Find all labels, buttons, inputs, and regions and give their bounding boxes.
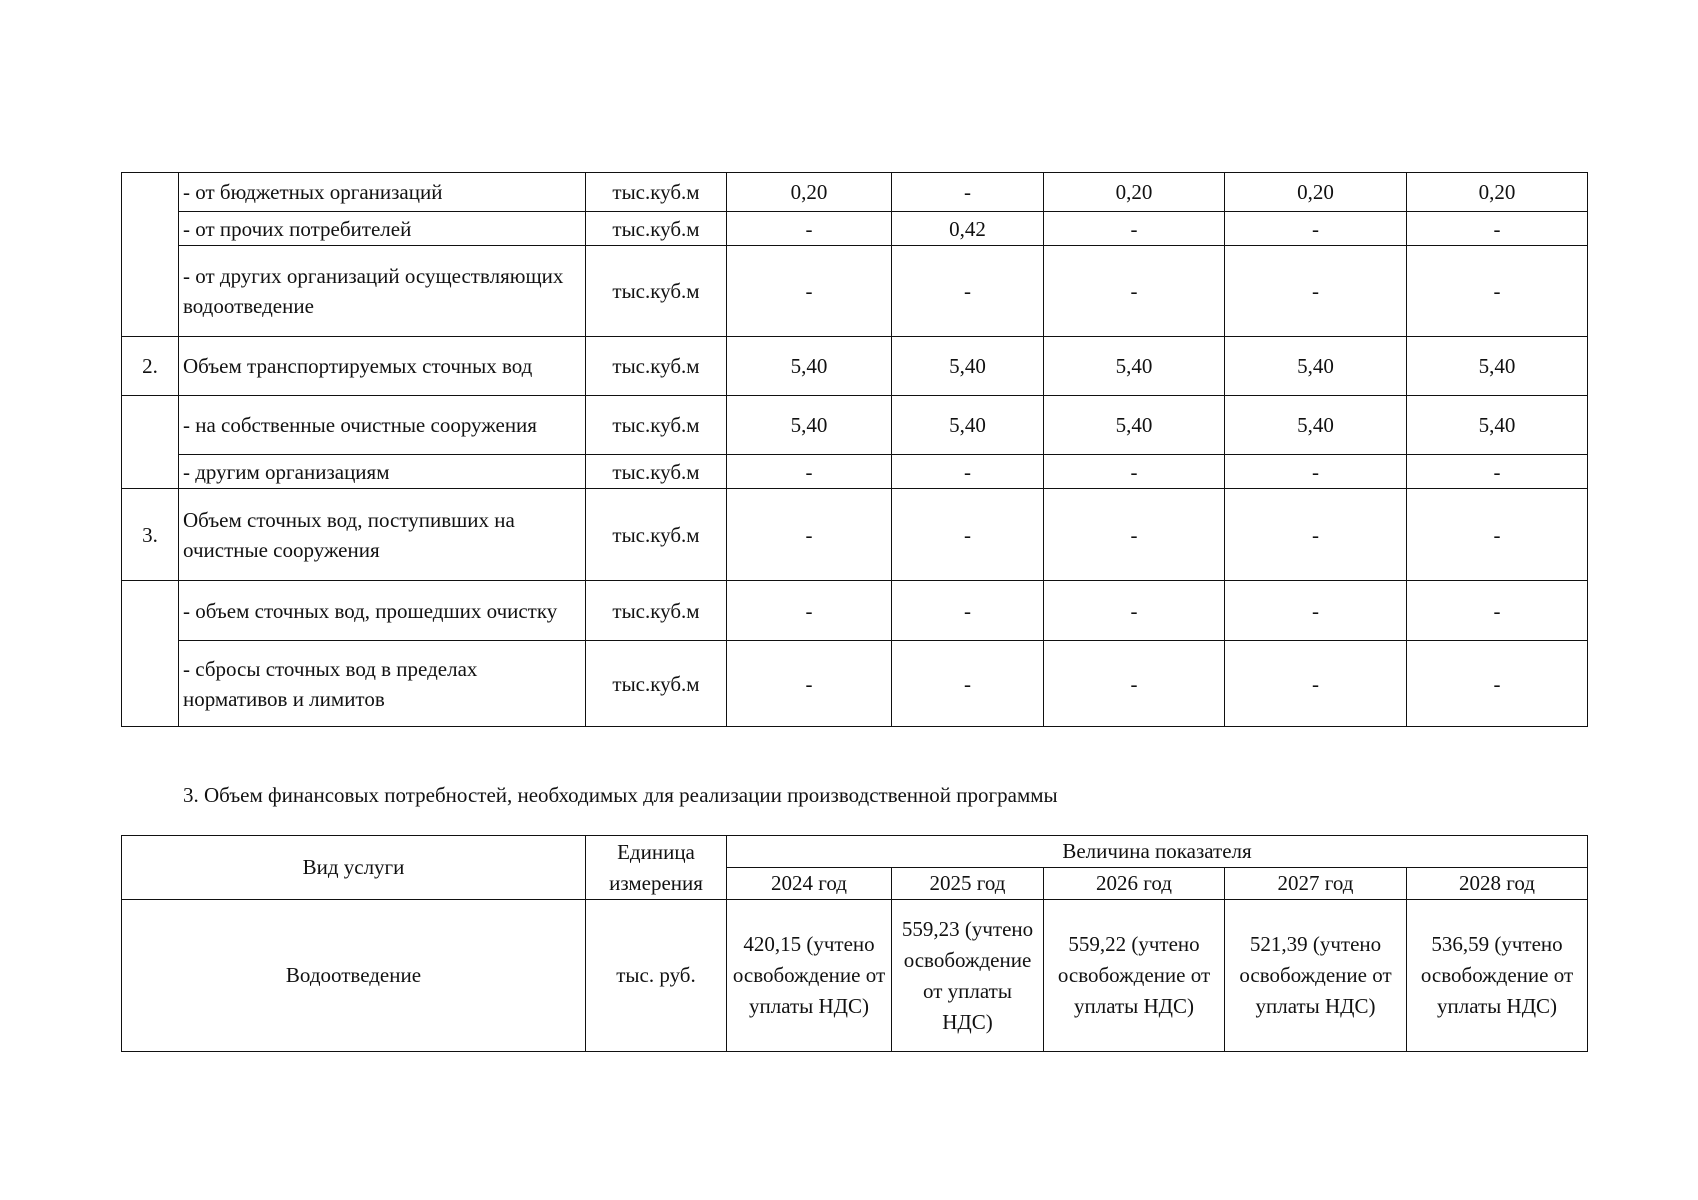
- value-2026: 5,40: [1044, 337, 1225, 396]
- value-2028: 5,40: [1407, 337, 1588, 396]
- value-2024: -: [727, 212, 892, 246]
- row-label: - на собственные очистные сооружения: [179, 396, 586, 455]
- header-year-2024: 2024 год: [727, 868, 892, 900]
- row-number: [122, 173, 179, 337]
- value-2028: 536,59 (учтено освобождение от уплаты НДС): [1407, 900, 1588, 1052]
- value-2028: -: [1407, 641, 1588, 727]
- value-2026: -: [1044, 246, 1225, 337]
- value-2025: 5,40: [892, 337, 1044, 396]
- row-unit: тыс.куб.м: [586, 246, 727, 337]
- header-row: [122, 836, 1588, 868]
- value-2025: -: [892, 489, 1044, 581]
- value-2024: -: [727, 246, 892, 337]
- row-number: [122, 581, 179, 727]
- row-label: Объем транспортируемых сточных вод: [179, 337, 586, 396]
- header-year-2025: 2025 год: [892, 868, 1044, 900]
- value-2026: -: [1044, 455, 1225, 489]
- value-2026: -: [1044, 489, 1225, 581]
- value-2026: -: [1044, 212, 1225, 246]
- row-unit: тыс.куб.м: [586, 212, 727, 246]
- table-row: [122, 396, 1588, 455]
- section-heading: 3. Объем финансовых потребностей, необходимых для реализации производственной программы: [183, 783, 1058, 807]
- row-unit: тыс.куб.м: [586, 489, 727, 581]
- value-2024: 5,40: [727, 396, 892, 455]
- value-2024: -: [727, 489, 892, 581]
- value-2027: -: [1225, 581, 1407, 641]
- value-2026: -: [1044, 581, 1225, 641]
- value-2024: 0,20: [727, 173, 892, 212]
- value-2027: -: [1225, 489, 1407, 581]
- value-2027: -: [1225, 246, 1407, 337]
- row-unit: тыс.куб.м: [586, 581, 727, 641]
- value-2024: -: [727, 641, 892, 727]
- value-2025: -: [892, 641, 1044, 727]
- value-2027: 0,20: [1225, 173, 1407, 212]
- table-row: [122, 173, 1588, 212]
- row-number: [122, 396, 179, 489]
- value-2025: -: [892, 246, 1044, 337]
- row-unit: тыс.куб.м: [586, 455, 727, 489]
- row-number: 3.: [122, 489, 179, 581]
- table-row: [122, 489, 1588, 581]
- value-2028: -: [1407, 455, 1588, 489]
- header-unit: Единица измерения: [586, 836, 727, 900]
- value-2028: -: [1407, 489, 1588, 581]
- value-2027: 5,40: [1225, 337, 1407, 396]
- value-2027: -: [1225, 212, 1407, 246]
- value-2025: 0,42: [892, 212, 1044, 246]
- value-2025: 5,40: [892, 396, 1044, 455]
- row-service: Водоотведение: [122, 900, 586, 1052]
- value-2027: 5,40: [1225, 396, 1407, 455]
- value-2028: -: [1407, 212, 1588, 246]
- row-label: - от бюджетных организаций: [179, 173, 586, 212]
- row-label: - от прочих потребителей: [179, 212, 586, 246]
- value-2028: -: [1407, 246, 1588, 337]
- header-year-2026: 2026 год: [1044, 868, 1225, 900]
- value-2028: 5,40: [1407, 396, 1588, 455]
- value-2027: -: [1225, 455, 1407, 489]
- value-2025: -: [892, 173, 1044, 212]
- row-unit: тыс. руб.: [586, 900, 727, 1052]
- value-2024: 420,15 (учтено освобождение от уплаты НДС): [727, 900, 892, 1052]
- row-label: - от других организаций осуществляющих водоотведение: [179, 246, 586, 337]
- row-number: 2.: [122, 337, 179, 396]
- table-row: [122, 581, 1588, 641]
- row-unit: тыс.куб.м: [586, 173, 727, 212]
- value-2026: 559,22 (учтено освобождение от уплаты НДС): [1044, 900, 1225, 1052]
- value-2027: 521,39 (учтено освобождение от уплаты НДС): [1225, 900, 1407, 1052]
- value-2024: -: [727, 581, 892, 641]
- value-2024: -: [727, 455, 892, 489]
- value-2026: 5,40: [1044, 396, 1225, 455]
- row-unit: тыс.куб.м: [586, 396, 727, 455]
- table-row: [122, 212, 1588, 246]
- table-row: [122, 455, 1588, 489]
- header-service: Вид услуги: [122, 836, 586, 900]
- value-2026: 0,20: [1044, 173, 1225, 212]
- table-row: [122, 900, 1588, 1052]
- value-2024: 5,40: [727, 337, 892, 396]
- value-2028: 0,20: [1407, 173, 1588, 212]
- row-unit: тыс.куб.м: [586, 641, 727, 727]
- header-year-2028: 2028 год: [1407, 868, 1588, 900]
- value-2028: -: [1407, 581, 1588, 641]
- row-label: - другим организациям: [179, 455, 586, 489]
- header-value-group: Величина показателя: [727, 836, 1588, 868]
- row-label: Объем сточных вод, поступивших на очистные сооружения: [179, 489, 586, 581]
- value-2026: -: [1044, 641, 1225, 727]
- financial-needs-table: [121, 835, 1588, 1052]
- row-label: - объем сточных вод, прошедших очистку: [179, 581, 586, 641]
- value-2025: -: [892, 455, 1044, 489]
- table-row: [122, 246, 1588, 337]
- value-2025: -: [892, 581, 1044, 641]
- table-row: [122, 641, 1588, 727]
- row-label: - сбросы сточных вод в пределах нормативов и лимитов: [179, 641, 586, 727]
- water-volume-table: [121, 172, 1588, 727]
- value-2027: -: [1225, 641, 1407, 727]
- value-2025: 559,23 (учтено освобождение от уплаты НДС): [892, 900, 1044, 1052]
- header-year-2027: 2027 год: [1225, 868, 1407, 900]
- table-row: [122, 337, 1588, 396]
- row-unit: тыс.куб.м: [586, 337, 727, 396]
